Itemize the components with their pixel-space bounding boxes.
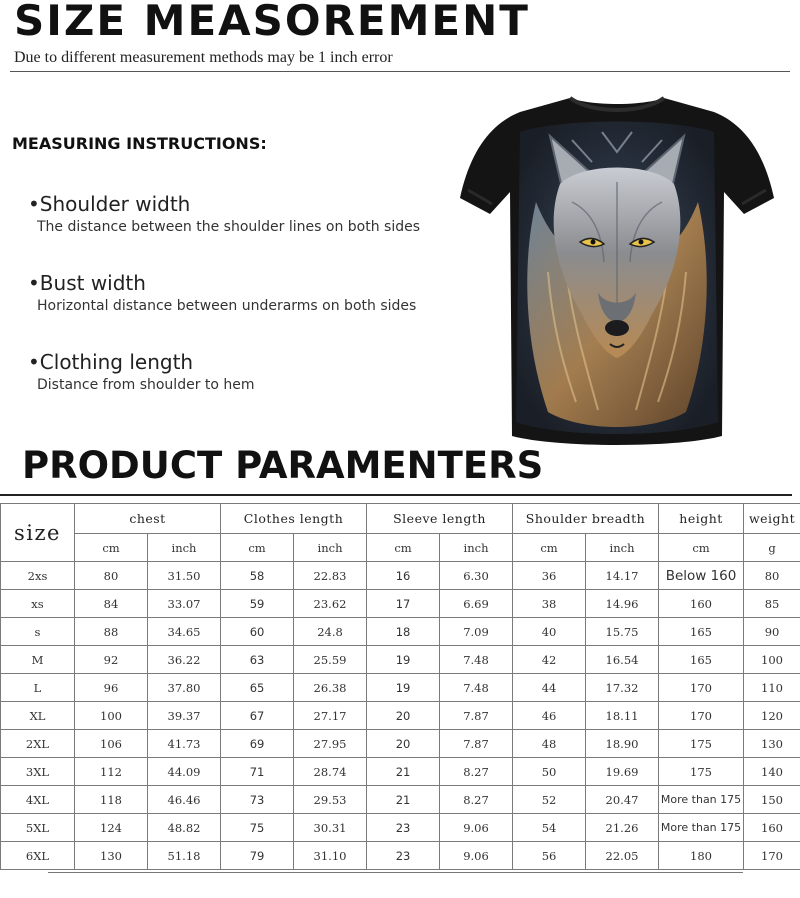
table-cell: 20 [367, 730, 440, 758]
table-cell: 46 [513, 702, 586, 730]
table-cell: 9.06 [440, 842, 513, 870]
table-cell: 40 [513, 618, 586, 646]
table-row [1, 618, 800, 646]
table-row [1, 730, 800, 758]
footer-divider [48, 872, 743, 873]
table-cell: 9.06 [440, 814, 513, 842]
table-cell: 31.10 [294, 842, 367, 870]
table-cell: 21 [367, 758, 440, 786]
instruction-bust-width [28, 271, 416, 314]
table-cell: 80 [744, 562, 800, 590]
table-row [1, 562, 800, 590]
instruction-name: •Shoulder width [28, 192, 191, 216]
instruction-description: The distance between the shoulder lines on both sides [37, 219, 421, 235]
table-cell: 44 [513, 674, 586, 702]
table-cell: 30.31 [294, 814, 367, 842]
table-cell: 27.95 [294, 730, 367, 758]
table-cell: 31.50 [148, 562, 221, 590]
wolf-nose [605, 320, 629, 336]
table-cell: 175 [659, 730, 744, 758]
table-cell: 44.09 [148, 758, 221, 786]
table-cell: 58 [221, 562, 294, 590]
table-cell: 60 [221, 618, 294, 646]
size-rows [1, 562, 800, 870]
table-cell: 100 [744, 646, 800, 674]
unit-header: inch [148, 534, 221, 562]
table-cell: 50 [513, 758, 586, 786]
table-row [1, 646, 800, 674]
table-cell: 175 [659, 758, 744, 786]
table-cell: 21 [367, 786, 440, 814]
table-cell: 27.17 [294, 702, 367, 730]
table-cell: 165 [659, 618, 744, 646]
table-cell: 19.69 [586, 758, 659, 786]
table-cell: 130 [75, 842, 148, 870]
table-cell: 52 [513, 786, 586, 814]
wolf-tshirt-image [452, 92, 782, 452]
table-cell: 42 [513, 646, 586, 674]
size-chart-table [0, 503, 800, 870]
table-cell: 23.62 [294, 590, 367, 618]
table-cell: 24.8 [294, 618, 367, 646]
table-cell: 22.05 [586, 842, 659, 870]
table-cell: 28.74 [294, 758, 367, 786]
instruction-name: •Bust width [28, 271, 146, 295]
table-cell: 75 [221, 814, 294, 842]
table-cell: 170 [744, 842, 800, 870]
product-parameters-title: PRODUCT PARAMENTERS [22, 444, 544, 487]
size-cell: 5XL [1, 814, 75, 842]
unit-header: cm [221, 534, 294, 562]
table-cell: 69 [221, 730, 294, 758]
page-title: SIZE MEASOREMENT [14, 0, 530, 45]
table-cell: 8.27 [440, 786, 513, 814]
table-cell: 14.96 [586, 590, 659, 618]
table-cell: 34.65 [148, 618, 221, 646]
table-cell: 36 [513, 562, 586, 590]
unit-header: cm [659, 534, 744, 562]
table-cell: 54 [513, 814, 586, 842]
table-cell: 18.11 [586, 702, 659, 730]
table-cell: 17 [367, 590, 440, 618]
table-cell: 7.87 [440, 730, 513, 758]
unit-header: inch [586, 534, 659, 562]
group-header-height: height [659, 504, 744, 534]
table-cell: 56 [513, 842, 586, 870]
unit-header: g [744, 534, 800, 562]
table-cell: 7.87 [440, 702, 513, 730]
table-row [1, 758, 800, 786]
table-cell: 41.73 [148, 730, 221, 758]
table-cell: 170 [659, 674, 744, 702]
table-cell: 19 [367, 674, 440, 702]
table-cell: 14.17 [586, 562, 659, 590]
table-cell: 120 [744, 702, 800, 730]
table-cell: 71 [221, 758, 294, 786]
unit-header: cm [513, 534, 586, 562]
table-cell: 15.75 [586, 618, 659, 646]
instruction-clothing-length [28, 350, 255, 393]
table-cell: 33.07 [148, 590, 221, 618]
table-cell: 63 [221, 646, 294, 674]
table-cell: 150 [744, 786, 800, 814]
table-cell: 6.69 [440, 590, 513, 618]
table-cell: 17.32 [586, 674, 659, 702]
table-cell: 112 [75, 758, 148, 786]
size-column-header: size [1, 504, 75, 562]
table-cell: Below 160 [659, 562, 744, 590]
size-cell: L [1, 674, 75, 702]
group-header-sleeve-length: Sleeve length [367, 504, 513, 534]
table-cell: 7.09 [440, 618, 513, 646]
table-cell: 36.22 [148, 646, 221, 674]
size-cell: 4XL [1, 786, 75, 814]
table-cell: 46.46 [148, 786, 221, 814]
group-header-clothes-length: Clothes length [221, 504, 367, 534]
table-cell: 7.48 [440, 646, 513, 674]
unit-header: cm [367, 534, 440, 562]
table-cell: 29.53 [294, 786, 367, 814]
table-cell: 22.83 [294, 562, 367, 590]
table-cell: 96 [75, 674, 148, 702]
table-cell: More than 175 [659, 814, 744, 842]
group-header-chest: chest [75, 504, 221, 534]
size-cell: XL [1, 702, 75, 730]
table-cell: 160 [744, 814, 800, 842]
unit-header: cm [75, 534, 148, 562]
table-cell: 92 [75, 646, 148, 674]
size-cell: 2XL [1, 730, 75, 758]
table-cell: 106 [75, 730, 148, 758]
table-cell: 37.80 [148, 674, 221, 702]
table-cell: 18.90 [586, 730, 659, 758]
table-cell: 51.18 [148, 842, 221, 870]
table-row [1, 702, 800, 730]
size-cell: s [1, 618, 75, 646]
unit-header: inch [440, 534, 513, 562]
table-cell: 19 [367, 646, 440, 674]
table-cell: 25.59 [294, 646, 367, 674]
table-cell: 38 [513, 590, 586, 618]
table-cell: 39.37 [148, 702, 221, 730]
table-cell: 20.47 [586, 786, 659, 814]
table-cell: 26.38 [294, 674, 367, 702]
table-cell: 165 [659, 646, 744, 674]
table-cell: 18 [367, 618, 440, 646]
table-cell: 110 [744, 674, 800, 702]
table-cell: 80 [75, 562, 148, 590]
table-cell: 180 [659, 842, 744, 870]
table-cell: 100 [75, 702, 148, 730]
unit-header: inch [294, 534, 367, 562]
table-cell: 23 [367, 842, 440, 870]
table-cell: 130 [744, 730, 800, 758]
instruction-description: Distance from shoulder to hem [37, 377, 255, 393]
size-cell: 2xs [1, 562, 75, 590]
group-header-shoulder-breadth: Shoulder breadth [513, 504, 659, 534]
table-cell: 16.54 [586, 646, 659, 674]
table-cell: More than 175 [659, 786, 744, 814]
table-row [1, 842, 800, 870]
table-cell: 140 [744, 758, 800, 786]
table-row [1, 674, 800, 702]
section-divider [0, 494, 792, 496]
table-cell: 48 [513, 730, 586, 758]
table-cell: 90 [744, 618, 800, 646]
instruction-name: •Clothing length [28, 350, 194, 374]
table-cell: 20 [367, 702, 440, 730]
table-cell: 6.30 [440, 562, 513, 590]
group-header-weight: weight [744, 504, 800, 534]
table-row [1, 786, 800, 814]
measurement-disclaimer: Due to different measurement methods may be 1 inch error [14, 49, 393, 66]
table-cell: 160 [659, 590, 744, 618]
table-cell: 67 [221, 702, 294, 730]
instruction-description: Horizontal distance between underarms on both sides [37, 298, 417, 314]
table-cell: 21.26 [586, 814, 659, 842]
instruction-shoulder-width [28, 192, 420, 235]
table-cell: 73 [221, 786, 294, 814]
table-cell: 79 [221, 842, 294, 870]
table-cell: 170 [659, 702, 744, 730]
header-divider [10, 71, 790, 72]
table-cell: 124 [75, 814, 148, 842]
table-row [1, 590, 800, 618]
table-cell: 23 [367, 814, 440, 842]
table-cell: 88 [75, 618, 148, 646]
table-cell: 85 [744, 590, 800, 618]
table-cell: 48.82 [148, 814, 221, 842]
group-header-row [1, 504, 800, 534]
size-cell: 6XL [1, 842, 75, 870]
table-cell: 65 [221, 674, 294, 702]
table-cell: 16 [367, 562, 440, 590]
table-cell: 8.27 [440, 758, 513, 786]
size-cell: 3XL [1, 758, 75, 786]
table-cell: 59 [221, 590, 294, 618]
table-cell: 7.48 [440, 674, 513, 702]
table-cell: 118 [75, 786, 148, 814]
size-cell: M [1, 646, 75, 674]
table-cell: 84 [75, 590, 148, 618]
unit-header-row [1, 534, 800, 562]
size-cell: xs [1, 590, 75, 618]
table-row [1, 814, 800, 842]
instructions-heading: MEASURING INSTRUCTIONS: [12, 134, 267, 153]
